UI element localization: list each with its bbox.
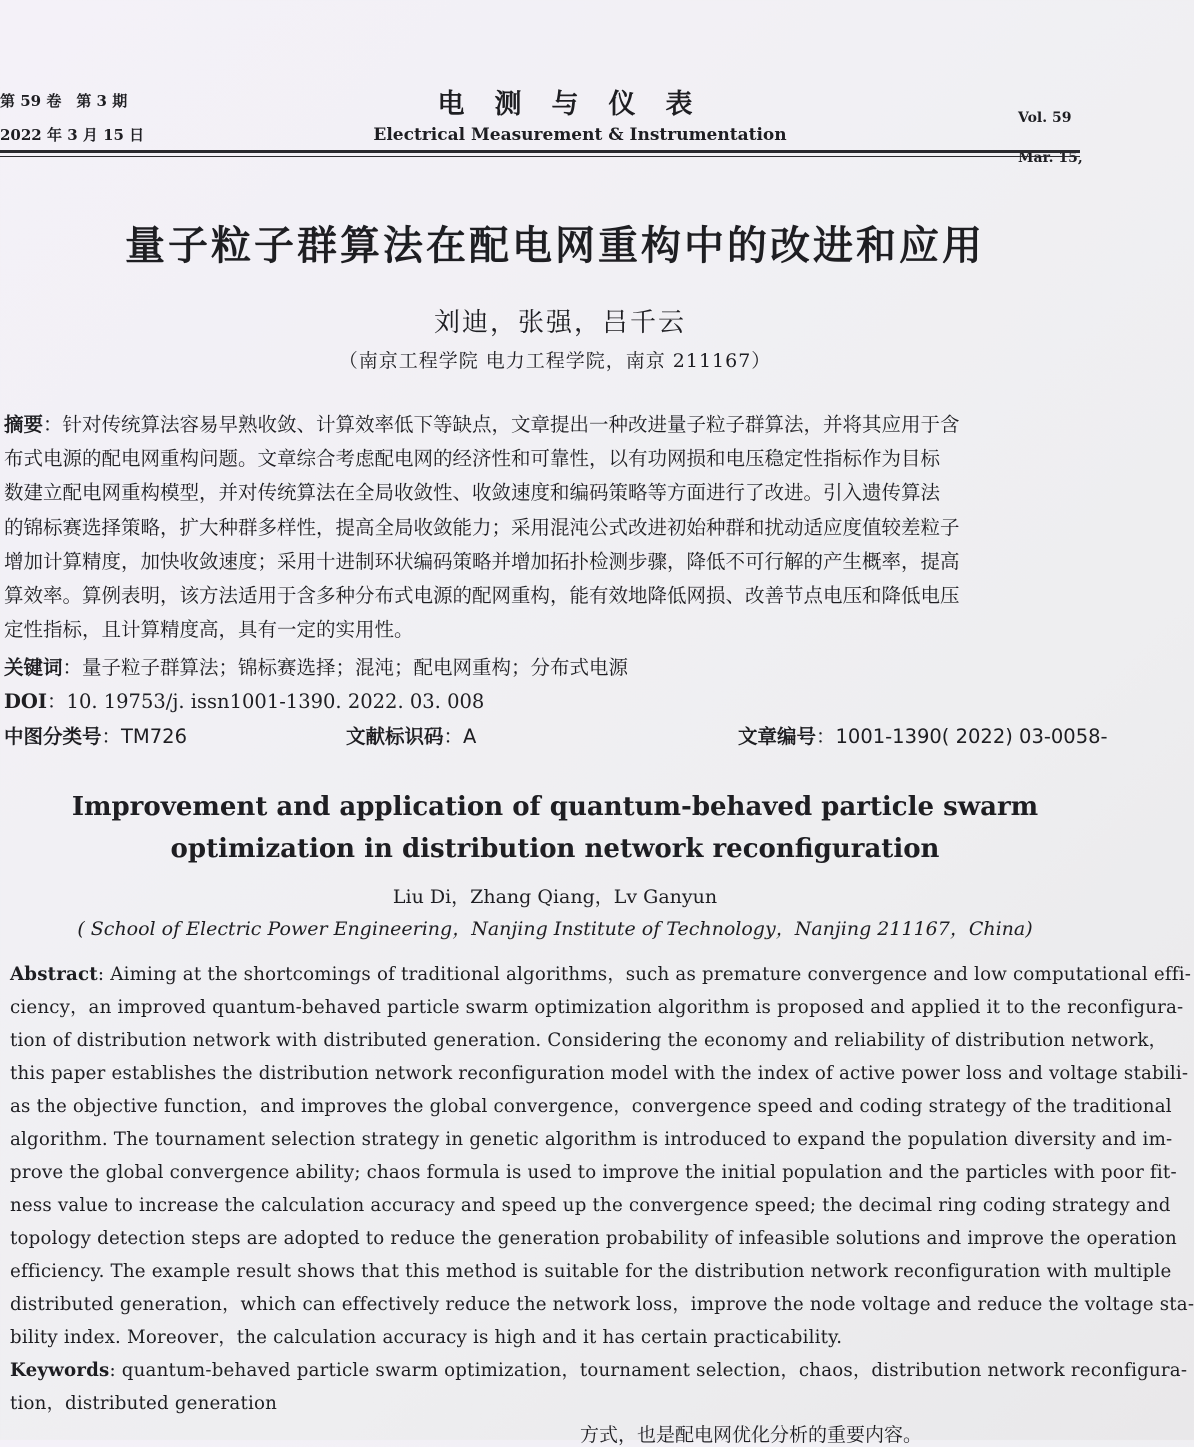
authors-cn: 刘迪，张强，吕千云 xyxy=(433,308,686,338)
abstract-en-line: this paper establishes the distribution network reconfiguration model with the index of active power loss and voltage stabili- xyxy=(10,1063,1189,1084)
abstract-en-line: topology detection steps are adopted to reduce the generation probability of infeasible solutions and improve the operation xyxy=(10,1228,1177,1249)
header-issue-cn xyxy=(0,84,144,152)
paper-title-en-line: Improvement and application of quantum-behaved particle swarm xyxy=(71,792,1039,822)
article-no-label: 文章编号 xyxy=(738,725,817,748)
abstract-cn-line: 数建立配电网重构模型，并对传统算法在全局收敛性、收敛速度和编码策略等方面进行了改进。引入遗传算法 xyxy=(4,481,941,505)
abstract-en-label: Abstract xyxy=(10,964,98,985)
abstract-en-line: efficiency. The example result shows that this method is suitable for the distribution network reconfiguration with multiple xyxy=(10,1261,1172,1282)
keywords-cn-label: 关键词 xyxy=(4,656,63,679)
paper-title-en-line: optimization in distribution network reconfiguration xyxy=(170,834,940,864)
abstract-cn-line: 的锦标赛选择策略，扩大种群多样性，提高全局收敛能力；采用混沌公式改进初始种群和扰动适应度值较差粒子 xyxy=(4,515,960,539)
abstract-en-line: as the objective function，and improves the global convergence，convergence speed and coding strategy of the traditional xyxy=(10,1096,1172,1117)
header-volume-en: Vol. 59 xyxy=(1018,110,1072,126)
doc-code-label: 文献标识码 xyxy=(346,725,444,748)
header-volume-cn: 第 59 卷 第 3 期 xyxy=(0,92,128,110)
document-code xyxy=(346,721,476,749)
header-date-cn: 2022 年 3 月 15 日 xyxy=(0,126,145,144)
doi-value: ：10. 19753/j. issn1001-1390. 2022. 03. 008 xyxy=(47,690,485,713)
doi xyxy=(4,686,484,714)
affiliation-en: ( School of Electric Power Engineering，Nanjing Institute of Technology，Nanjing 211167，China) xyxy=(77,918,1033,940)
header-rule xyxy=(0,150,1080,153)
abstract-en-line: algorithm. The tournament selection strategy in genetic algorithm is introduced to expand the population diversity and im- xyxy=(10,1129,1173,1150)
abstract-cn-line: 布式电源的配电网重构问题。文章综合考虑配电网的经济性和可靠性，以有功网损和电压稳定性指标作为目标 xyxy=(4,447,941,471)
header-issue-en xyxy=(1018,98,1083,178)
clc-value: ：TM726 xyxy=(101,725,187,748)
header-date-en: Mar. 15, xyxy=(1018,150,1083,166)
authors-en: Liu Di，Zhang Qiang，Lv Ganyun xyxy=(392,886,718,908)
abstract-cn-line: 定性指标，且计算精度高，具有一定的实用性。 xyxy=(4,618,414,642)
clc-number xyxy=(4,721,187,749)
keywords-cn-text: ：量子粒子群算法；锦标赛选择；混沌；配电网重构；分布式电源 xyxy=(62,656,629,679)
paper-title-cn: 量子粒子群算法在配电网重构中的改进和应用 xyxy=(125,223,985,269)
keywords-en-line: tion，distributed generation xyxy=(10,1393,278,1414)
body-text-partial: 方式，也是配电网优化分析的重要内容。 xyxy=(580,1424,923,1446)
journal-name-cn: 电测与仪表 xyxy=(437,89,723,120)
article-number xyxy=(738,721,1108,749)
header-rule-thin xyxy=(0,156,1080,157)
abstract-cn-line: 增加计算精度，加快收敛速度；采用十进制环状编码策略并增加拓扑检测步骤，降低不可行解的产生概率，提高 xyxy=(4,549,960,573)
abstract-cn xyxy=(4,408,1080,647)
abstract-cn-line: 摘要：针对传统算法容易早熟收敛、计算效率低下等缺点，文章提出一种改进量子粒子群算法，并将其应用于含 xyxy=(4,413,960,436)
abstract-en-line: distributed generation，which can effectively reduce the network loss，improve the node voltage and reduce the voltage sta- xyxy=(10,1294,1194,1315)
keywords-en: Keywords: quantum-behaved particle swarm optimization，tournament selection，chaos，distribution network reconfigura- xyxy=(10,1360,1188,1381)
abstract-en-line: prove the global convergence ability; chaos formula is used to improve the initial population and the particles with poor fit- xyxy=(10,1162,1177,1183)
doi-label: DOI xyxy=(4,690,48,713)
abstract-cn-label: 摘要 xyxy=(4,413,44,436)
abstract-en xyxy=(10,958,1194,1420)
paper-title-en xyxy=(0,786,1110,870)
abstract-en-line: Abstract: Aiming at the shortcomings of traditional algorithms，such as premature convergence and low computational effi- xyxy=(10,964,1192,985)
keywords-en-label: Keywords xyxy=(10,1360,110,1381)
affiliation-cn: （南京工程学院 电力工程学院，南京 211167） xyxy=(338,350,772,372)
abstract-en-line: ness value to increase the calculation accuracy and speed up the convergence speed; the decimal ring coding strategy and xyxy=(10,1195,1171,1216)
clc-label: 中图分类号 xyxy=(4,725,102,748)
header-journal xyxy=(330,82,830,145)
doc-code-value: ：A xyxy=(443,725,477,748)
abstract-en-line: ciency，an improved quantum-behaved particle swarm optimization algorithm is proposed and applied it to the reconfigura- xyxy=(10,997,1184,1018)
keywords-cn xyxy=(4,652,628,680)
abstract-cn-line: 算效率。算例表明，该方法适用于含多种分布式电源的配网重构，能有效地降低网损、改善节点电压和降低电压 xyxy=(4,583,960,607)
article-no-value: ：1001-1390( 2022) 03-0058- xyxy=(816,725,1108,748)
abstract-en-line: bility index. Moreover，the calculation accuracy is high and it has certain practicability. xyxy=(10,1327,843,1348)
abstract-en-line: tion of distribution network with distributed generation. Considering the economy and reliability of distribution network， xyxy=(10,1030,1167,1051)
journal-name-en: Electrical Measurement & Instrumentation xyxy=(373,125,787,145)
